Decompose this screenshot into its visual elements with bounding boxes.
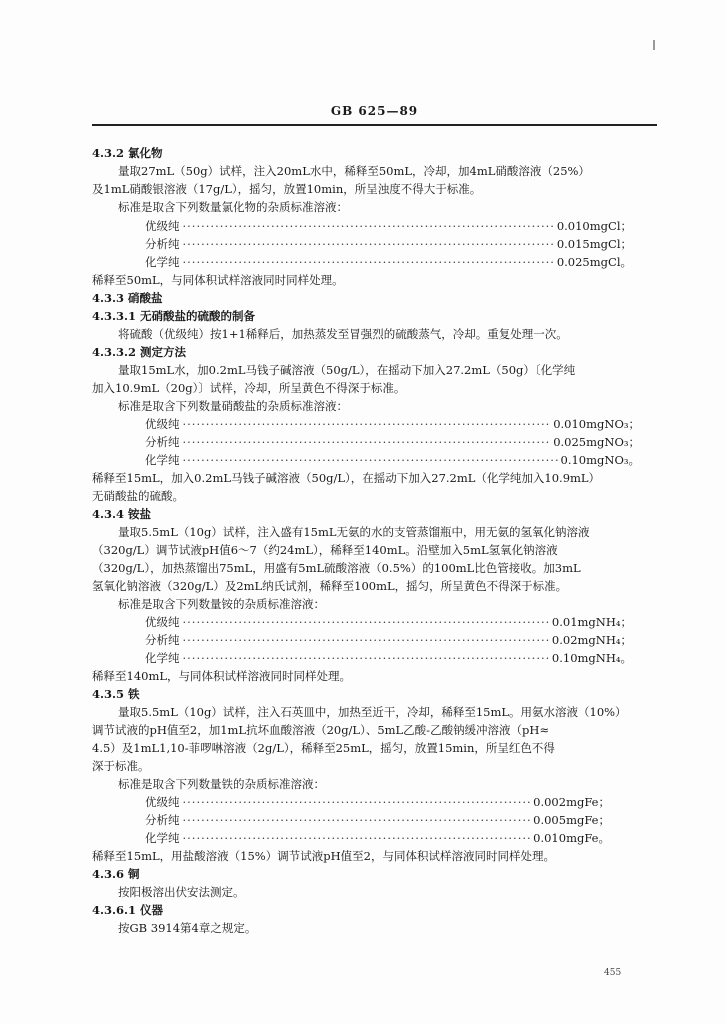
grade-value: 0.002mgFe； [533,795,610,809]
text-line: 4.5）及1mL1,10-菲啰啉溶液（2g/L），稀释至25mL，摇匀，放置15min，所呈红色不得 [92,741,555,755]
text-line: 稀释至15mL，用盐酸溶液（15%）调节试液pH值至2，与同体积试样溶液同时同样处理。 [92,849,555,863]
grade-value: 0.025mgCl。 [556,255,632,269]
standard-grade-row [145,417,640,431]
leader-dots [183,255,554,269]
grade-value: 0.010mgCl； [556,219,632,233]
grade-value: 0.025mgNO₃； [553,435,640,449]
grade-value: 0.10mgNO₃。 [560,453,640,467]
text-line: 及1mL硝酸银溶液（17g/L），摇匀，放置10min，所呈浊度不得大于标准。 [92,182,482,196]
text-line: 标准是取含下列数量硝酸盐的杂质标准溶液： [118,399,348,413]
text-line: 稀释至50mL，与同体积试样溶液同时同样处理。 [92,273,344,287]
standard-grade-row [145,255,632,269]
text-line: （320g/L），加热蒸馏出75mL，用盛有5mL硫酸溶液（0.5%）的100mL比色管接收。加3mL [92,561,581,575]
section-heading: 4.3.3.1 无硝酸盐的硫酸的制备 [92,309,256,323]
grade-label: 分析纯 [145,813,180,827]
grade-value: 0.10mgNH₄。 [551,651,632,665]
text-line: 按GB 3914第4章之规定。 [118,921,257,935]
grade-value: 0.010mgFe。 [533,831,610,845]
header-rule [92,124,657,126]
text-line: 按阳极溶出伏安法测定。 [118,885,245,899]
text-line: 将硫酸（优级纯）按1+1稀释后，加热蒸发至冒强烈的硫酸蒸气，冷却。重复处理一次。 [118,327,568,341]
leader-dots [183,219,554,233]
standard-grade-row [145,435,640,449]
standard-header: GB 625—89 [330,104,419,118]
leader-dots [183,237,554,251]
section-heading: 4.3.5 铁 [92,687,140,701]
scan-mark [653,40,655,50]
text-line: 量取27mL（50g）试样，注入20mL水中，稀释至50mL，冷却，加4mL硝酸溶液（25%） [118,164,590,178]
grade-value: 0.015mgCl； [556,237,632,251]
grade-label: 分析纯 [145,633,180,647]
standard-grade-row [145,615,632,629]
text-line: 量取15mL水，加0.2mL马钱子碱溶液（50g/L），在摇动下加入27.2mL（50g）〔化学纯 [118,363,576,377]
grade-label: 优级纯 [145,615,180,629]
grade-value: 0.01mgNH₄； [551,615,632,629]
text-line: 调节试液的pH值至2，加1mL抗坏血酸溶液（20g/L）、5mL乙酸-乙酸钠缓冲溶液（pH≈ [92,723,550,737]
grade-label: 分析纯 [145,435,180,449]
standard-grade-row [145,633,632,647]
text-line: 深于标准。 [92,759,150,773]
standard-grade-row [145,831,610,845]
grade-label: 化学纯 [145,651,180,665]
text-line: 稀释至15mL，加入0.2mL马钱子碱溶液（50g/L），在摇动下加入27.2mL（化学纯加入10.9mL） [92,471,601,485]
text-line: 稀释至140mL，与同体积试样溶液同时同样处理。 [92,669,351,683]
text-line: 标准是取含下列数量氯化物的杂质标准溶液： [118,200,348,214]
grade-label: 优级纯 [145,417,180,431]
standard-grade-row [145,795,610,809]
leader-dots [183,435,551,449]
standard-grade-row [145,219,632,233]
text-line: （320g/L）调节试液pH值6～7（约24mL），稀释至140mL。沿壁加入5mL氢氧化钠溶液 [92,543,558,557]
text-line: 标准是取含下列数量铵的杂质标准溶液： [118,597,325,611]
text-line: 量取5.5mL（10g）试样，注入盛有15mL无氨的水的支管蒸馏瓶中，用无氨的氢氧化钠溶液 [118,525,590,539]
section-heading: 4.3.6.1 仪器 [92,903,164,917]
leader-dots [183,453,558,467]
grade-label: 化学纯 [145,453,180,467]
leader-dots [183,651,549,665]
grade-label: 化学纯 [145,831,180,845]
grade-label: 优级纯 [145,219,180,233]
text-line: 量取5.5mL（10g）试样，注入石英皿中，加热至近干，冷却，稀释至15mL。用氨水溶液（10%） [118,705,627,719]
leader-dots [183,795,531,809]
section-heading: 4.3.3.2 测定方法 [92,345,187,359]
grade-label: 分析纯 [145,237,180,251]
text-line: 氢氧化钠溶液（320g/L）及2mL纳氏试剂，稀释至100mL，摇匀，所呈黄色不得深于标准。 [92,579,568,593]
grade-value: 0.010mgNO₃； [553,417,640,431]
section-heading: 4.3.6 铜 [92,867,140,881]
grade-value: 0.005mgFe； [533,813,610,827]
leader-dots [183,417,551,431]
section-heading: 4.3.3 硝酸盐 [92,291,163,305]
grade-label: 化学纯 [145,255,180,269]
leader-dots [183,615,549,629]
standard-grade-row [145,453,640,467]
leader-dots [183,831,531,845]
standard-grade-row [145,237,632,251]
text-line: 无硝酸盐的硫酸。 [92,489,184,503]
text-line: 标准是取含下列数量铁的杂质标准溶液： [118,777,325,791]
standard-grade-row [145,651,632,665]
page-number: 455 [604,968,622,978]
grade-value: 0.02mgNH₄； [551,633,632,647]
section-heading: 4.3.4 铵盐 [92,507,152,521]
standard-grade-row [145,813,610,827]
grade-label: 优级纯 [145,795,180,809]
section-heading: 4.3.2 氯化物 [92,146,163,160]
text-line: 加入10.9mL（20g）〕试样，冷却，所呈黄色不得深于标准。 [92,381,406,395]
leader-dots [183,633,549,647]
leader-dots [183,813,531,827]
